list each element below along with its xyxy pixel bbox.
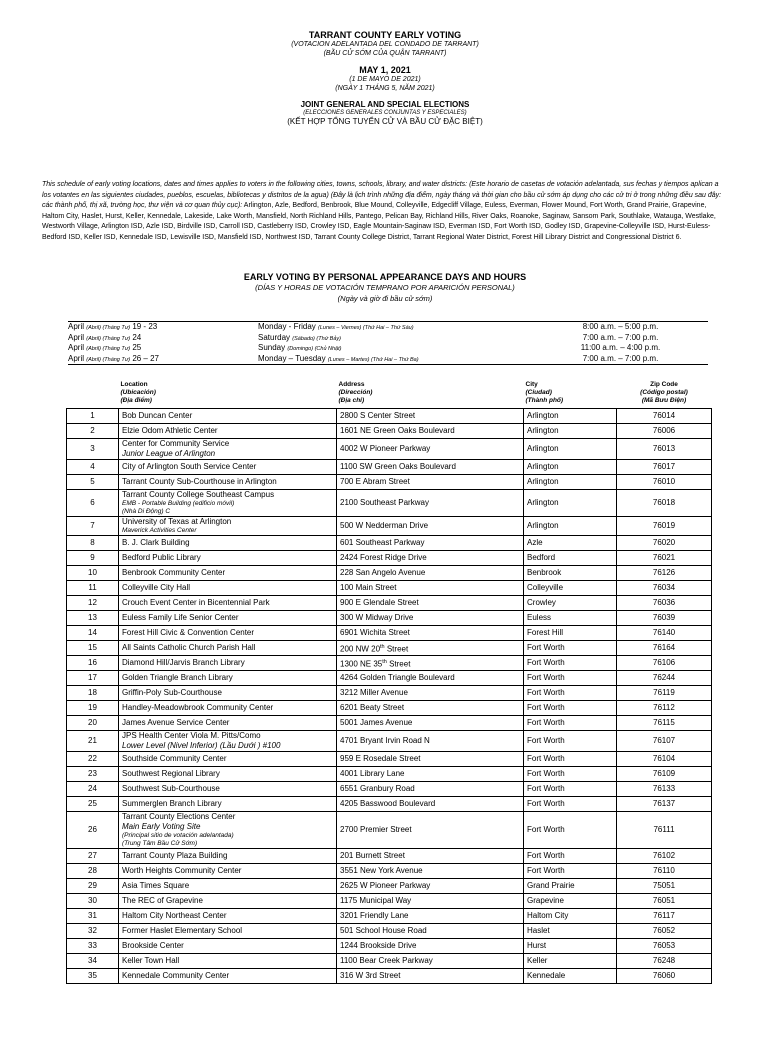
- table-row: [67, 879, 712, 894]
- row-address: 1300 NE 35th Street: [337, 656, 524, 671]
- row-zip: 76034: [617, 581, 712, 596]
- row-location: James Avenue Service Center: [119, 716, 337, 731]
- row-number: 5: [67, 475, 119, 490]
- row-location: Elzie Odom Athletic Center: [119, 424, 337, 439]
- table-row: [67, 954, 712, 969]
- schedule-hours: 7:00 a.m. – 7:00 p.m.: [582, 353, 659, 363]
- table-row: [67, 671, 712, 686]
- row-city: Arlington: [524, 490, 617, 517]
- election-name-vi: (KẾT HỢP TỔNG TUYỂN CỬ VÀ BẦU CỬ ĐẶC BIỆT): [287, 117, 483, 126]
- table-row: [67, 864, 712, 879]
- row-number: 19: [67, 701, 119, 716]
- row-zip: 76115: [617, 716, 712, 731]
- row-city: Fort Worth: [524, 656, 617, 671]
- row-address: 300 W Midway Drive: [337, 611, 524, 626]
- row-number: 10: [67, 566, 119, 581]
- row-address: 1175 Municipal Way: [337, 894, 524, 909]
- row-address: 4002 W Pioneer Parkway: [337, 439, 524, 460]
- row-number: 24: [67, 782, 119, 797]
- row-city: Grand Prairie: [524, 879, 617, 894]
- row-city: Colleyville: [524, 581, 617, 596]
- schedule-dates: April (Abril) (Tháng Tư) 24: [68, 332, 142, 342]
- row-location: Euless Family Life Senior Center: [119, 611, 337, 626]
- row-number: 17: [67, 671, 119, 686]
- row-number: 26: [67, 812, 119, 849]
- row-city: Grapevine: [524, 894, 617, 909]
- row-address: 500 W Nedderman Drive: [337, 517, 524, 536]
- table-row: [67, 551, 712, 566]
- row-location: JPS Health Center Viola M. Pitts/Como Lower Level (Nivel Inferior) (Lầu Dưới ) #100: [119, 731, 337, 752]
- row-address: 3212 Miller Avenue: [337, 686, 524, 701]
- col-city: City (Ciudad) (Thành phố): [525, 381, 564, 404]
- election-date-vi: (NGÀY 1 THÁNG 5, NĂM 2021): [335, 85, 435, 92]
- row-zip: 76244: [617, 671, 712, 686]
- row-number: 14: [67, 626, 119, 641]
- row-zip: 76133: [617, 782, 712, 797]
- row-city: Haltom City: [524, 909, 617, 924]
- row-city: Arlington: [524, 517, 617, 536]
- intro-es: (Este horario de casetas de votación adelantada, sus fechas y tiempos aplican a los votantes en las siguientes ciudades, pueblos, escuelas, bibliotecas y distritos de la agua): [42, 181, 719, 199]
- row-number: 31: [67, 909, 119, 924]
- row-address: 900 E Glendale Street: [337, 596, 524, 611]
- schedule-dates: April (Abril) (Tháng Tư) 19 - 23: [68, 322, 158, 331]
- row-address: 6201 Beaty Street: [337, 701, 524, 716]
- schedule-weekdays: Monday – Tuesday (Lunes – Martes) (Thứ Hai – Thứ Ba): [258, 353, 419, 363]
- row-city: Kennedale: [524, 969, 617, 984]
- row-zip: 76126: [617, 566, 712, 581]
- row-location: Keller Town Hall: [119, 954, 337, 969]
- row-address: 1100 Bear Creek Parkway: [337, 954, 524, 969]
- schedule-weekdays: Sunday (Domingo) (Chủ Nhật): [258, 343, 342, 352]
- row-number: 16: [67, 656, 119, 671]
- row-number: 22: [67, 752, 119, 767]
- row-zip: 76036: [617, 596, 712, 611]
- row-address: 5001 James Avenue: [337, 716, 524, 731]
- row-city: Haslet: [524, 924, 617, 939]
- row-address: 4264 Golden Triangle Boulevard: [337, 671, 524, 686]
- col-address: Address (Dirección) (Địa chỉ): [338, 381, 373, 404]
- row-city: Forest Hill: [524, 626, 617, 641]
- table-row: [67, 909, 712, 924]
- document-title-vi: (BẦU CỬ SỚM CỦA QUẬN TARRANT): [323, 50, 447, 57]
- col-zip: Zip Code (Código postal) (Mã Bưu Điện): [640, 381, 688, 404]
- table-row: [67, 566, 712, 581]
- row-number: 4: [67, 460, 119, 475]
- row-number: 27: [67, 849, 119, 864]
- row-number: 7: [67, 517, 119, 536]
- row-zip: 76019: [617, 517, 712, 536]
- row-location: B. J. Clark Building: [119, 536, 337, 551]
- row-city: Azle: [524, 536, 617, 551]
- row-address: 601 Southeast Parkway: [337, 536, 524, 551]
- schedule-weekdays: Monday - Friday (Lunes – Viernes) (Thứ Hai – Thứ Sáu): [258, 322, 414, 331]
- row-number: 23: [67, 767, 119, 782]
- row-zip: 76111: [617, 812, 712, 849]
- row-zip: 76102: [617, 849, 712, 864]
- row-address: 2700 Premier Street: [337, 812, 524, 849]
- row-number: 28: [67, 864, 119, 879]
- row-number: 32: [67, 924, 119, 939]
- row-number: 13: [67, 611, 119, 626]
- table-row: [67, 686, 712, 701]
- row-number: 6: [67, 490, 119, 517]
- row-number: 33: [67, 939, 119, 954]
- row-address: 1244 Brookside Drive: [337, 939, 524, 954]
- row-address: 501 School House Road: [337, 924, 524, 939]
- row-address: 2625 W Pioneer Parkway: [337, 879, 524, 894]
- table-row: [67, 767, 712, 782]
- row-address: 6551 Granbury Road: [337, 782, 524, 797]
- row-number: 20: [67, 716, 119, 731]
- row-location: Kennedale Community Center: [119, 969, 337, 984]
- row-zip: 76109: [617, 767, 712, 782]
- row-location: Southside Community Center: [119, 752, 337, 767]
- schedule-hours: 7:00 a.m. – 7:00 p.m.: [582, 332, 659, 342]
- row-address: 2424 Forest Ridge Drive: [337, 551, 524, 566]
- row-city: Arlington: [524, 409, 617, 424]
- row-address: 100 Main Street: [337, 581, 524, 596]
- row-address: 959 E Rosedale Street: [337, 752, 524, 767]
- row-zip: 76006: [617, 424, 712, 439]
- row-number: 1: [67, 409, 119, 424]
- row-city: Keller: [524, 954, 617, 969]
- row-address: 1100 SW Green Oaks Boulevard: [337, 460, 524, 475]
- intro-district-list: Arlington, Azle, Bedford, Benbrook, Blue Mound, Colleyville, Edgecliff Village, Euless, Everman, Flower Mound, Fort Worth, Grand Prairie, Grapevine, Haltom City, Haslet, Hurst, Keller, Kennedale, Lakeside, Lake Worth, Mansfield, North Richland Hills, Pantego, Pelican Bay, Richland Hills, River Oaks, Roanoke, Saginaw, Sansom Park, Southlake, Watauga, Westlake, Westworth Village, Arlington ISD, Azle ISD, Birdville ISD, Carroll ISD, Castleberry ISD, Crowley ISD, Eagle Mountain-Saginaw ISD, Everman ISD, Fort Worth ISD, Godley ISD, Grapevine-Colleyville ISD, Hurst-Euless-Bedford ISD, Keller ISD, Kennedale ISD, Lewisville ISD, Mansfield ISD, Northwest ISD, Tarrant County College District, Tarrant Regional Water District, Forest Hill Library District and Congressional District 6.: [42, 202, 716, 241]
- row-location: Crouch Event Center in Bicentennial Park: [119, 596, 337, 611]
- table-row: [67, 611, 712, 626]
- table-row: [67, 797, 712, 812]
- row-location: Tarrant County College Southeast Campus EMB - Portable Building (edificio móvil) (Nhà Di Động) C: [119, 490, 337, 517]
- table-row: [67, 752, 712, 767]
- row-location: All Saints Catholic Church Parish Hall: [119, 641, 337, 656]
- row-location: Colleyville City Hall: [119, 581, 337, 596]
- schedule-row: [68, 343, 708, 354]
- row-address: 1601 NE Green Oaks Boulevard: [337, 424, 524, 439]
- locations-table-body: [67, 409, 712, 984]
- table-row: [67, 536, 712, 551]
- table-row: [67, 626, 712, 641]
- table-row: [67, 812, 712, 849]
- row-address: 316 W 3rd Street: [337, 969, 524, 984]
- row-zip: 76117: [617, 909, 712, 924]
- row-address: 3201 Friendly Lane: [337, 909, 524, 924]
- intro-vi: (Đây là lịch trình những địa điểm, ngày tháng và thời gian cho bầu cử sớm áp dụng cho các cử tri ở trong những điều sau đây: các thành phố, thị xã, trường học, thư viện và cơ quan thủy cục):: [42, 191, 722, 210]
- row-zip: 76140: [617, 626, 712, 641]
- schedule-list: [68, 321, 708, 365]
- schedule-row: [68, 354, 708, 365]
- row-zip: 76106: [617, 656, 712, 671]
- table-header-row: [67, 381, 712, 409]
- row-location: Diamond Hill/Jarvis Branch Library: [119, 656, 337, 671]
- row-number: 2: [67, 424, 119, 439]
- row-zip: 76017: [617, 460, 712, 475]
- row-address: 700 E Abram Street: [337, 475, 524, 490]
- early-voting-title-vi: (Ngày và giờ đi bầu cử sớm): [337, 294, 433, 303]
- election-name-es: (ELECCIONES GENERALES CONJUNTAS Y ESPECIALES): [303, 110, 467, 116]
- row-zip: 76053: [617, 939, 712, 954]
- row-number: 21: [67, 731, 119, 752]
- election-name: JOINT GENERAL AND SPECIAL ELECTIONS: [300, 100, 470, 109]
- row-city: Bedford: [524, 551, 617, 566]
- row-city: Fort Worth: [524, 849, 617, 864]
- row-number: 11: [67, 581, 119, 596]
- row-number: 9: [67, 551, 119, 566]
- table-row: [67, 731, 712, 752]
- row-address: 201 Burnett Street: [337, 849, 524, 864]
- row-zip: 76110: [617, 864, 712, 879]
- table-row: [67, 581, 712, 596]
- row-address: 2100 Southeast Parkway: [337, 490, 524, 517]
- row-number: 25: [67, 797, 119, 812]
- row-zip: 76010: [617, 475, 712, 490]
- row-location: Benbrook Community Center: [119, 566, 337, 581]
- table-row: [67, 716, 712, 731]
- row-zip: 76119: [617, 686, 712, 701]
- row-zip: 76020: [617, 536, 712, 551]
- row-zip: 76018: [617, 490, 712, 517]
- row-address: 4701 Bryant Irvin Road N: [337, 731, 524, 752]
- row-number: 18: [67, 686, 119, 701]
- row-zip: 75051: [617, 879, 712, 894]
- row-city: Fort Worth: [524, 812, 617, 849]
- row-number: 29: [67, 879, 119, 894]
- row-location: Southwest Sub-Courthouse: [119, 782, 337, 797]
- row-location: Center for Community Service Junior League of Arlington: [119, 439, 337, 460]
- row-zip: 76107: [617, 731, 712, 752]
- col-location: Location (Ubicación) (Địa điểm): [120, 381, 156, 404]
- row-city: Fort Worth: [524, 797, 617, 812]
- row-number: 34: [67, 954, 119, 969]
- row-number: 30: [67, 894, 119, 909]
- row-address: 2800 S Center Street: [337, 409, 524, 424]
- schedule-hours: 11:00 a.m. – 4:00 p.m.: [580, 343, 661, 352]
- row-city: Fort Worth: [524, 716, 617, 731]
- row-location: Southwest Regional Library: [119, 767, 337, 782]
- table-row: [67, 894, 712, 909]
- intro-paragraph: [42, 180, 728, 244]
- row-number: 3: [67, 439, 119, 460]
- row-zip: 76039: [617, 611, 712, 626]
- table-row: [67, 460, 712, 475]
- row-zip: 76164: [617, 641, 712, 656]
- row-location: Golden Triangle Branch Library: [119, 671, 337, 686]
- table-row: [67, 969, 712, 984]
- row-city: Fort Worth: [524, 767, 617, 782]
- row-city: Fort Worth: [524, 671, 617, 686]
- row-city: Fort Worth: [524, 731, 617, 752]
- table-row: [67, 475, 712, 490]
- row-number: 8: [67, 536, 119, 551]
- row-location: The REC of Grapevine: [119, 894, 337, 909]
- table-row: [67, 782, 712, 797]
- schedule-row: [68, 333, 708, 344]
- early-voting-title-es: (DÍAS Y HORAS DE VOTACIÓN TEMPRANO POR APARICIÓN PERSONAL): [255, 283, 515, 292]
- row-city: Hurst: [524, 939, 617, 954]
- row-location: Forest Hill Civic & Convention Center: [119, 626, 337, 641]
- row-location: Brookside Center: [119, 939, 337, 954]
- row-address: 4001 Library Lane: [337, 767, 524, 782]
- row-zip: 76137: [617, 797, 712, 812]
- row-zip: 76013: [617, 439, 712, 460]
- early-voting-title: EARLY VOTING BY PERSONAL APPEARANCE DAYS AND HOURS: [243, 272, 527, 282]
- row-number: 15: [67, 641, 119, 656]
- table-row: [67, 701, 712, 716]
- row-address: 4205 Basswood Boulevard: [337, 797, 524, 812]
- row-location: University of Texas at Arlington Maverick Activities Center: [119, 517, 337, 536]
- row-city: Arlington: [524, 460, 617, 475]
- row-location: City of Arlington South Service Center: [119, 460, 337, 475]
- row-location: Tarrant County Sub-Courthouse in Arlington: [119, 475, 337, 490]
- row-location: Bob Duncan Center: [119, 409, 337, 424]
- locations-table: [66, 381, 712, 984]
- row-city: Fort Worth: [524, 641, 617, 656]
- row-city: Arlington: [524, 475, 617, 490]
- row-location: Summerglen Branch Library: [119, 797, 337, 812]
- row-address: 228 San Angelo Avenue: [337, 566, 524, 581]
- row-city: Arlington: [524, 424, 617, 439]
- table-row: [67, 596, 712, 611]
- row-zip: 76104: [617, 752, 712, 767]
- row-zip: 76021: [617, 551, 712, 566]
- row-location: Haltom City Northeast Center: [119, 909, 337, 924]
- row-location: Worth Heights Community Center: [119, 864, 337, 879]
- row-location: Tarrant County Plaza Building: [119, 849, 337, 864]
- row-city: Benbrook: [524, 566, 617, 581]
- row-number: 35: [67, 969, 119, 984]
- election-date: MAY 1, 2021: [359, 65, 411, 75]
- document-header: [0, 30, 770, 127]
- row-city: Crowley: [524, 596, 617, 611]
- row-city: Fort Worth: [524, 701, 617, 716]
- intro-en: This schedule of early voting locations, dates and times applies to voters in the following cities, towns, schools, library, and water districts:: [42, 181, 468, 188]
- table-row: [67, 656, 712, 671]
- table-row: [67, 409, 712, 424]
- document-title: TARRANT COUNTY EARLY VOTING: [308, 30, 462, 40]
- row-city: Euless: [524, 611, 617, 626]
- table-row: [67, 924, 712, 939]
- row-zip: 76060: [617, 969, 712, 984]
- row-zip: 76052: [617, 924, 712, 939]
- row-address: 3551 New York Avenue: [337, 864, 524, 879]
- row-location: Former Haslet Elementary School: [119, 924, 337, 939]
- table-row: [67, 517, 712, 536]
- row-location: Griffin-Poly Sub-Courthouse: [119, 686, 337, 701]
- row-city: Fort Worth: [524, 864, 617, 879]
- table-row: [67, 439, 712, 460]
- row-zip: 76248: [617, 954, 712, 969]
- schedule-row: [68, 322, 708, 333]
- row-city: Fort Worth: [524, 686, 617, 701]
- document-title-es: (VOTACION ADELANTADA DEL CONDADO DE TARRANT): [291, 41, 479, 48]
- table-row: [67, 939, 712, 954]
- row-city: Fort Worth: [524, 752, 617, 767]
- row-location: Bedford Public Library: [119, 551, 337, 566]
- table-row: [67, 849, 712, 864]
- row-location: Asia Times Square: [119, 879, 337, 894]
- table-row: [67, 424, 712, 439]
- schedule-weekdays: Saturday (Sábado) (Thứ Bảy): [258, 332, 341, 342]
- schedule-dates: April (Abril) (Tháng Tư) 26 – 27: [68, 353, 160, 363]
- early-voting-heading: [0, 272, 770, 304]
- row-zip: 76051: [617, 894, 712, 909]
- row-address: 200 NW 20th Street: [337, 641, 524, 656]
- row-zip: 76014: [617, 409, 712, 424]
- table-row: [67, 490, 712, 517]
- row-location: Handley-Meadowbrook Community Center: [119, 701, 337, 716]
- row-city: Fort Worth: [524, 782, 617, 797]
- row-city: Arlington: [524, 439, 617, 460]
- election-date-es: (1 DE MAYO DE 2021): [349, 76, 421, 83]
- row-address: 6901 Wichita Street: [337, 626, 524, 641]
- row-zip: 76112: [617, 701, 712, 716]
- table-row: [67, 641, 712, 656]
- row-number: 12: [67, 596, 119, 611]
- schedule-hours: 8:00 a.m. – 5:00 p.m.: [582, 322, 659, 331]
- schedule-dates: April (Abril) (Tháng Tư) 25: [68, 343, 142, 352]
- row-location: Tarrant County Elections Center Main Early Voting Site (Principal sitio de votación adelantada) (Trung Tâm Bầu Cử Sớm): [119, 812, 337, 849]
